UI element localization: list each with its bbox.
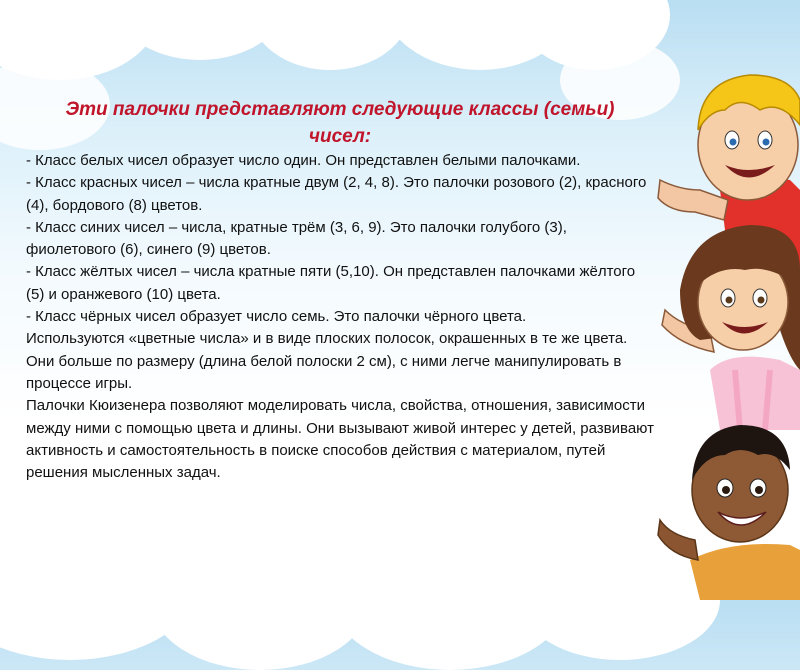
paragraph-cuisenaire-sticks: Палочки Кюизенера позволяют моделировать числа, свойства, отношения, зависимости между ними с помощью цвета и длины. Они вызывают живой интерес у детей, развивают активность и самостоятельность в поиске способов действия с материалом, путей решения мысленных задач. — [26, 397, 654, 482]
paragraph-white-class: - Класс белых чисел образует число один. Он представлен белыми палочками. — [26, 152, 581, 169]
paragraph-flat-strips: Используются «цветные числа» и в виде плоских полосок, окрашенных в те же цвета. Они больше по размеру (длина белой полоски 2 см), с ними легче манипулировать в процессе игры. — [26, 330, 628, 392]
paragraph-blue-class: - Класс синих чисел – числа, кратные трём (3, 6, 9). Это палочки голубого (3), фиолетового (6), синего (9) цветов. — [26, 218, 567, 259]
slide-body — [26, 150, 656, 484]
paragraph-red-class: - Класс красных чисел – числа кратные двум (2, 4, 8). Это палочки розового (2), красного (4), бордового (8) цветов. — [26, 174, 647, 214]
paragraph-black-class: - Класс чёрных чисел образует число семь. Это палочки чёрного цвета. — [26, 308, 527, 326]
paragraph-yellow-class: - Класс жёлтых чисел – числа кратные пяти (5,10). Он представлен палочками жёлтого (5) и оранжевого (10) цвета. — [26, 263, 636, 303]
slide-title: Эти палочки представляют следующие классы (семьи) чисел: — [65, 99, 615, 147]
dark-haired-boy-illustration — [658, 425, 800, 600]
girl-illustration — [662, 225, 800, 430]
children-illustration — [640, 40, 800, 600]
